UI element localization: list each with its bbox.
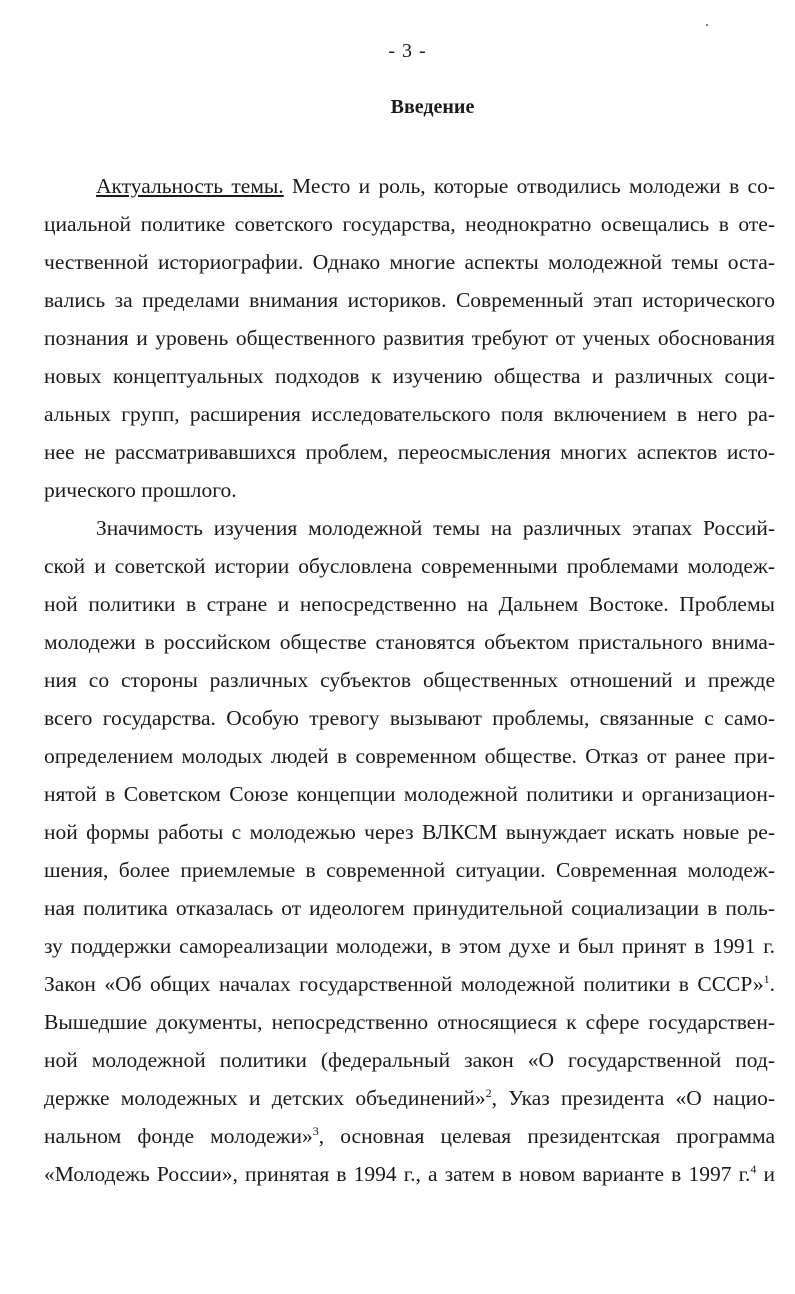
paragraph2-line-5: ния со стороны различных субъектов общественных отношений и прежде: [44, 668, 775, 692]
paragraph2-line-12: зу поддержки самореализации молодежи, в этом духе и был принят в 1991 г.: [44, 934, 775, 958]
paragraph2-line-6: всего государства. Особую тревогу вызывают проблемы, связанные с само-: [44, 706, 775, 730]
paragraph1-line-3: чественной историографии. Однако многие аспекты молодежной темы оста-: [44, 250, 775, 274]
footnote-ref-4: 4: [750, 1161, 757, 1176]
paragraph2-line-14: Вышедшие документы, непосредственно относящиеся к сфере государствен-: [44, 1010, 775, 1034]
paragraph2-line-10: шения, более приемлемые в современной ситуации. Современная молодеж-: [44, 858, 775, 882]
paragraph2-line-7: определением молодых людей в современном обществе. Отказ от ранее при-: [44, 744, 775, 768]
paragraph1-line-9: рического прошлого.: [44, 478, 237, 502]
footnote-ref-3: 3: [312, 1123, 319, 1138]
paragraph2-line-4: молодежи в российском обществе становятся объектом пристального внима-: [44, 630, 775, 654]
paragraph2-line-15: ной молодежной политики (федеральный закон «О государственной под-: [44, 1048, 775, 1072]
paragraph2-line-9: ной формы работы с молодежью через ВЛКСМ вынуждает искать новые ре-: [44, 820, 775, 844]
paragraph1-line-1: Актуальность темы. Место и роль, которые отводились молодежи в со-: [96, 174, 775, 198]
page-number: - 3 -: [388, 40, 427, 62]
paragraph2-line-18: «Молодежь России», принятая в 1994 г., а затем в новом варианте в 1997 г.$^4$ и: [44, 1161, 775, 1186]
paragraph1-line-7: альных групп, расширения исследовательского поля включением в него ра-: [44, 402, 775, 426]
paragraph1-line-2: циальной политике советского государства, неоднократно освещались в оте-: [44, 212, 775, 236]
paragraph1-line-8: нее не рассматривавшихся проблем, переосмысления многих аспектов исто-: [44, 440, 775, 464]
footnote-ref-2: 2: [485, 1085, 492, 1100]
scan-speck: [706, 24, 708, 26]
paragraph2-line-2: ской и советской истории обусловлена современными проблемами молодеж-: [44, 554, 775, 578]
footnote-ref-1: 1: [763, 971, 770, 986]
paragraph2-line-16: держке молодежных и детских объединений»$^2$, Указ президента «О нацио-: [44, 1085, 775, 1110]
paragraph2-line-17: нальном фонде молодежи»$^3$, основная целевая президентская программа: [44, 1123, 775, 1148]
paragraph2-line-3: ной политики в стране и непосредственно на Дальнем Востоке. Проблемы: [44, 592, 775, 616]
section-heading: Введение: [390, 96, 475, 118]
paragraph1-line-4: вались за пределами внимания историков. Современный этап исторического: [44, 288, 775, 312]
lead-phrase: Актуальность темы.: [96, 174, 284, 198]
paragraph2-line-1: Значимость изучения молодежной темы на различных этапах Россий-: [96, 516, 775, 540]
paragraph1-line-5: познания и уровень общественного развития требуют от ученых обоснования: [44, 326, 775, 350]
paragraph2-line-11: ная политика отказалась от идеологем принудительной социализации в поль-: [44, 896, 775, 920]
paragraph2-line-13: Закон «Об общих началах государственной молодежной политики в СССР»$^1$.: [44, 971, 775, 996]
paragraph1-line-6: новых концептуальных подходов к изучению общества и различных соци-: [44, 364, 775, 388]
paragraph2-line-8: нятой в Советском Союзе концепции молодежной политики и организацион-: [44, 782, 775, 806]
